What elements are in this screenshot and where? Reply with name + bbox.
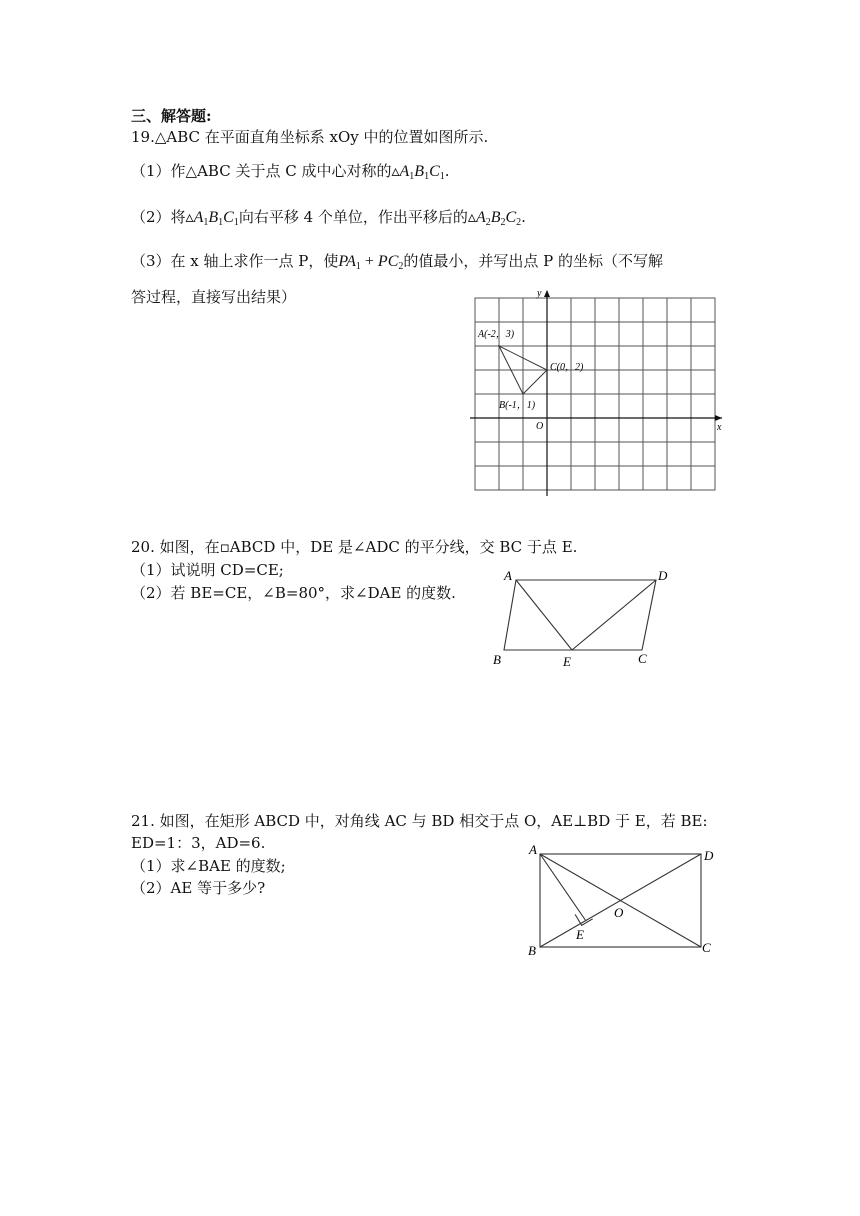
q19-stem: 19.△ABC 在平面直角坐标系 xOy 中的位置如图所示. — [131, 128, 489, 146]
point-c-label: C(0，2) — [550, 362, 584, 373]
q19-coordinate-figure — [470, 288, 730, 498]
q20-parallelogram-figure — [490, 562, 690, 672]
q19-part1 — [131, 161, 450, 182]
point-e-label: E — [563, 654, 571, 669]
triangle-a1b1c1-math: $▵A_1B_1C_1$ — [185, 209, 239, 228]
grid-lines — [475, 298, 715, 490]
q21-stem-line2: ED=1：3，AD=6. — [131, 834, 266, 852]
q19-part2 — [131, 207, 526, 228]
q20-part1: （1）试说明 CD=CE; — [131, 561, 284, 579]
right-angle-mark-icon — [575, 914, 593, 925]
vertex-c-label: C — [638, 651, 647, 666]
triangle-a2b2c2-math: $▵A_2B_2C_2$ — [467, 209, 522, 228]
vertex-a-label: A — [504, 568, 512, 583]
segment-de — [572, 580, 656, 650]
q20-part2: （2）若 BE=CE，∠B=80°，求∠DAE 的度数. — [131, 584, 456, 602]
y-axis-arrow-icon — [544, 290, 550, 297]
triangle-a1b1c1-math: $▵A_1B_1C_1$ — [391, 163, 445, 182]
q19-part3-prefix: （3）在 x 轴上求作一点 P，使 — [131, 252, 339, 270]
expression-pa1-pc2: $PA_1 + PC_2$ — [338, 253, 404, 272]
q19-part2-suffix: . — [521, 208, 526, 226]
origin-label: O — [536, 421, 544, 432]
q21-rectangle-figure — [525, 840, 725, 960]
x-axis-arrow-icon — [715, 415, 722, 421]
y-axis-label: y — [537, 288, 542, 299]
vertex-b-label: B — [528, 943, 536, 958]
vertex-d-label: D — [658, 568, 668, 583]
point-o-label: O — [614, 905, 624, 920]
q19-part1-prefix: （1）作△ABC 关于点 C 成中心对称的 — [131, 162, 392, 180]
vertex-b-label: B — [493, 652, 501, 667]
vertex-a-label: A — [529, 842, 537, 857]
q20-stem: 20. 如图，在▫ABCD 中，DE 是∠ADC 的平分线，交 BC 于点 E. — [131, 538, 578, 556]
x-axis-label: x — [717, 422, 722, 433]
vertex-c-label: C — [702, 940, 711, 955]
q21-part2: （2）AE 等于多少? — [131, 879, 266, 897]
q21-part1: （1）求∠BAE 的度数; — [131, 857, 286, 875]
parallelogram-abcd — [504, 580, 656, 650]
point-e-label: E — [576, 927, 584, 942]
point-a-label: A(-2，3) — [478, 329, 515, 340]
q19-part3-suffix: 的值最小，并写出点 P 的坐标（不写解 — [403, 252, 664, 270]
vertex-d-label: D — [704, 848, 714, 863]
q19-part1-suffix: . — [444, 162, 450, 180]
section-title: 三、解答题: — [131, 107, 212, 125]
segment-ae — [516, 580, 572, 650]
q19-part3-line2: 答过程，直接写出结果） — [131, 288, 297, 306]
q21-stem-line1: 21. 如图，在矩形 ABCD 中，对角线 AC 与 BD 相交于点 O，AE⊥BD 于 E，若 BE: — [131, 812, 708, 830]
q19-part3 — [131, 251, 663, 272]
q19-part2-prefix: （2）将 — [131, 208, 186, 226]
point-b-label: B(-1，1) — [499, 400, 536, 411]
segment-ae — [540, 854, 586, 921]
q19-part2-middle: 向右平移 4 个单位，作出平移后的 — [238, 208, 468, 226]
